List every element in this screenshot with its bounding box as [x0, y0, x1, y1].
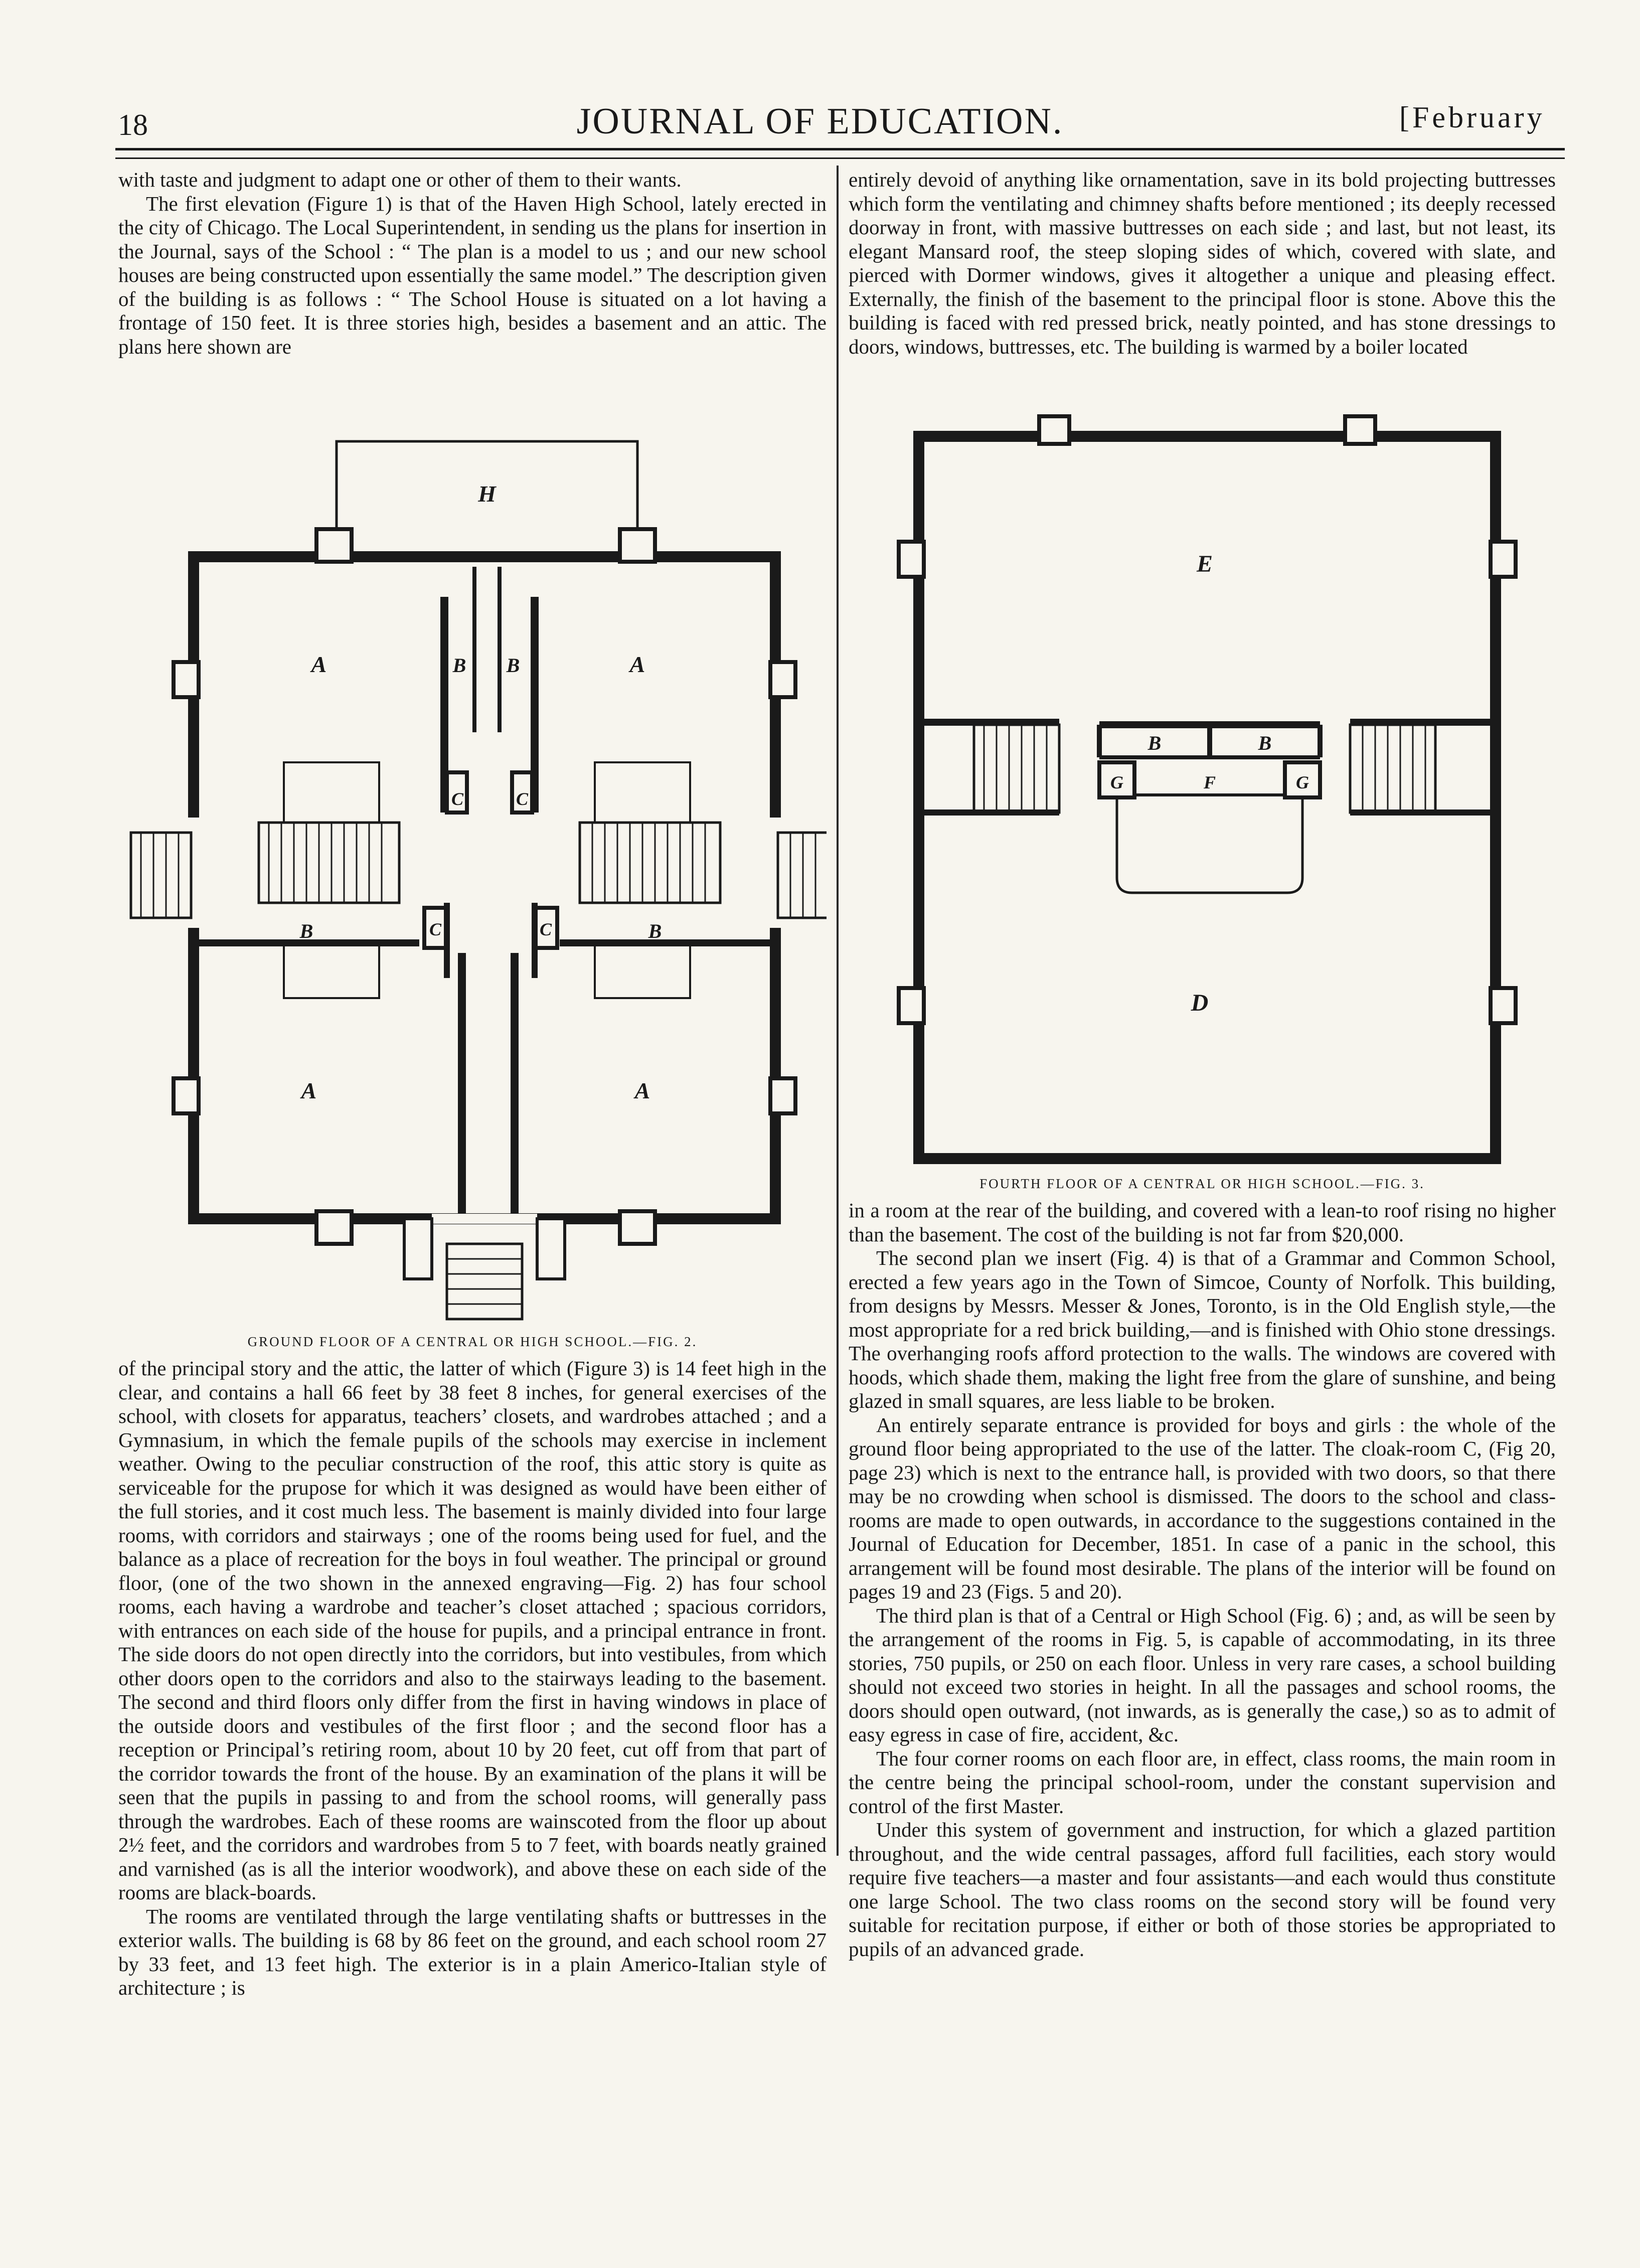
header-rule-thin	[115, 157, 1565, 159]
fig3-label-b: B	[1147, 732, 1162, 754]
fig2-ground-floor-plan	[118, 431, 827, 1334]
fig2-label-b: B	[648, 920, 662, 942]
paragraph: of the principal story and the attic, the latter of which (Figure 3) is 14 feet high in the clear, and contains a hall 66 feet by 38 feet 8 inches, for general exercises of the school, with closets for apparatus, teachers’ closets, and wardrobes attached ; and a Gymnasium, in which the female pupils of the schools may exercise in inclement weather. Owing to the peculiar construction of the roof, this attic story is quite as serviceable for the prupose for which it was designed as would have been either of the full stories, and it cost much less. The basement is mainly divided into four large rooms, with corridors and stairways ; one of the rooms being used for fuel, and the balance as a place of recreation for the boys in foul weather. The principal or ground floor, (one of the two shown in the annexed engraving—Fig. 2) has four school rooms, each having a wardrobe and teacher’s closet attached ; spacious corridors, with entrances on each side of the house for pupils, and a principal entrance in front. The side doors do not open directly into the corridors, but into vestibules, from which other doors open to the corridors and also to the stairways leading to the basement. The second and third floors only differ from the first in having windows in place of the outside doors and vestibules of the first floor ; and the second floor has a reception or Principal’s retiring room, about 10 by 20 feet, cut off from that part of the corridor towards the front of the house. By an examination of the plans it will be seen that the pupils in passing to and from the school rooms, will generally pass through the wardrobes. Each of these rooms are wainscoted from the floor up about 2½ feet, and the corridors and wardrobes from 5 to 7 feet, with boards neatly grained and varnished (as is all the interior woodwork), and above these on each side of the rooms are black-boards.	[118, 1357, 827, 1904]
paragraph: The second plan we insert (Fig. 4) is that of a Grammar and Common School, erected a few years ago in the Town of Simcoe, County of Norfolk. This building, from designs by Messrs. Messer & Jones, Toronto, is in the Old English style,—the most appropriate for a red brick building,—and is finished with Ohio stone dressings. The overhanging roofs afford protection to the walls. The windows are covered with hoods, which shade them, making the light free from the glare of sunshine, and being glazed in small squares, are less liable to be broken.	[849, 1246, 1556, 1412]
fig2-label-a: A	[634, 1078, 650, 1103]
column-divider	[837, 166, 839, 1856]
page-number: 18	[118, 108, 148, 141]
running-head: JOURNAL OF EDUCATION.	[576, 101, 1064, 142]
month-heading: [February	[1399, 101, 1545, 134]
paragraph: in a room at the rear of the building, and covered with a lean-to roof rising no higher than the basement. The cost of the building is not far from $20,000.	[849, 1199, 1556, 1246]
fig2-label-a: A	[629, 652, 645, 677]
fig2-label-b: B	[506, 654, 520, 677]
fig3-label-g: G	[1110, 772, 1123, 792]
left-column-top-text	[118, 168, 827, 359]
paragraph: entirely devoid of anything like ornamentation, save in its bold projecting buttresses which form the ventilating and chimney shafts before mentioned ; its deeply recessed doorway in front, with massive buttresses on each side ; and last, but not least, its elegant Mansard roof, the steep sloping sides of which, covered with slate, and pierced with Dormer windows, gives it altogether a unique and pleasing effect. Externally, the finish of the basement to the principal floor is stone. Above this the building is faced with red pressed brick, neatly pointed, and has stone dressings to doors, windows, buttresses, etc. The building is warmed by a boiler located	[849, 168, 1556, 358]
fig3-caption: FOURTH FLOOR OF A CENTRAL OR HIGH SCHOOL.—FIG. 3.	[979, 1176, 1425, 1191]
fig3-label-b: B	[1258, 732, 1272, 754]
paragraph: The third plan is that of a Central or High School (Fig. 6) ; and, as will be seen by the arrangement of the rooms in Fig. 5, is capable of accommodating, in its three stories, 750 pupils, or 250 on each floor. Unless in very rare cases, a school building should not exceed two stories in height. In all the passages and school rooms, the doors should open outward, (not inwards, as is generally the case,) so as to admit of easy egress in case of fire, accident, &c.	[849, 1603, 1556, 1746]
left-column-bottom-text	[118, 1357, 827, 2000]
fig2-label-c: C	[516, 789, 529, 809]
fig3-label-g: G	[1296, 772, 1309, 792]
paragraph: with taste and judgment to adapt one or other of them to their wants.	[118, 168, 682, 191]
fig3-label-d: D	[1191, 990, 1209, 1016]
fig2-caption: GROUND FLOOR OF A CENTRAL OR HIGH SCHOOL.—FIG. 2.	[247, 1334, 698, 1349]
fig2-label-b: B	[452, 654, 466, 677]
fig2-label-c: C	[429, 919, 442, 939]
fig3-label-e: E	[1196, 551, 1213, 577]
fig2-label-b: B	[299, 920, 313, 942]
fig2-label-a: A	[301, 1078, 317, 1103]
fig3-label-f: F	[1203, 772, 1216, 792]
paragraph: An entirely separate entrance is provided for boys and girls : the whole of the ground floor being appropriated to the use of the latter. The cloak-room C, (Fig 20, page 23) which is next to the entrance hall, is provided with two doors, so that there may be no crowding when school is dismissed. The doors to the school and class-rooms are made to open outwards, in accordance to the suggestions contained in the Journal of Education for December, 1851. In case of a panic in the school, this arrangement will be found most desirable. The plans of the interior will be found on pages 19 and 23 (Figs. 5 and 20).	[849, 1413, 1556, 1603]
header-rule	[115, 148, 1565, 150]
paragraph: The four corner rooms on each floor are, in effect, class rooms, the main room in the centre being the principal school-room, under the constant supervision and control of the first Master.	[849, 1746, 1556, 1818]
fig2-label-h: H	[478, 481, 496, 507]
fig2-label-c: C	[539, 919, 552, 939]
right-column-top-text	[849, 168, 1556, 359]
paragraph: The first elevation (Figure 1) is that of the Haven High School, lately erected in the city of Chicago. The Local Superintendent, in sending us the plans for insertion in the Journal, says of the School : “ The plan is a model to us ; and our new school houses are being constructed upon essentially the same model.” The description given of the building is as follows : “ The School House is situated on a lot having a frontage of 150 feet. It is three stories high, besides a basement and an attic. The plans here shown are	[118, 192, 827, 358]
fig2-label-a: A	[311, 652, 327, 677]
paragraph: Under this system of government and instruction, for which a glazed partition throughout, and the wide central passages, afford full facilities, each story would require five teachers—a master and four assistants—and each would thus constitute one large School. The two class rooms on the second story will be found very suitable for recitation purpose, if either or both of those stories be appropriated to pupils of an advanced grade.	[849, 1818, 1556, 1961]
right-column-bottom-text	[849, 1199, 1556, 1961]
fig2-label-c: C	[451, 789, 464, 809]
fig3-fourth-floor-plan	[849, 411, 1556, 1174]
paragraph: The rooms are ventilated through the large ventilating shafts or buttresses in the exterior walls. The building is 68 by 86 feet on the ground, and each school room 27 by 33 feet, and 13 feet high. The exterior is in a plain Americo-Italian style of architecture ; is	[118, 1904, 827, 1999]
